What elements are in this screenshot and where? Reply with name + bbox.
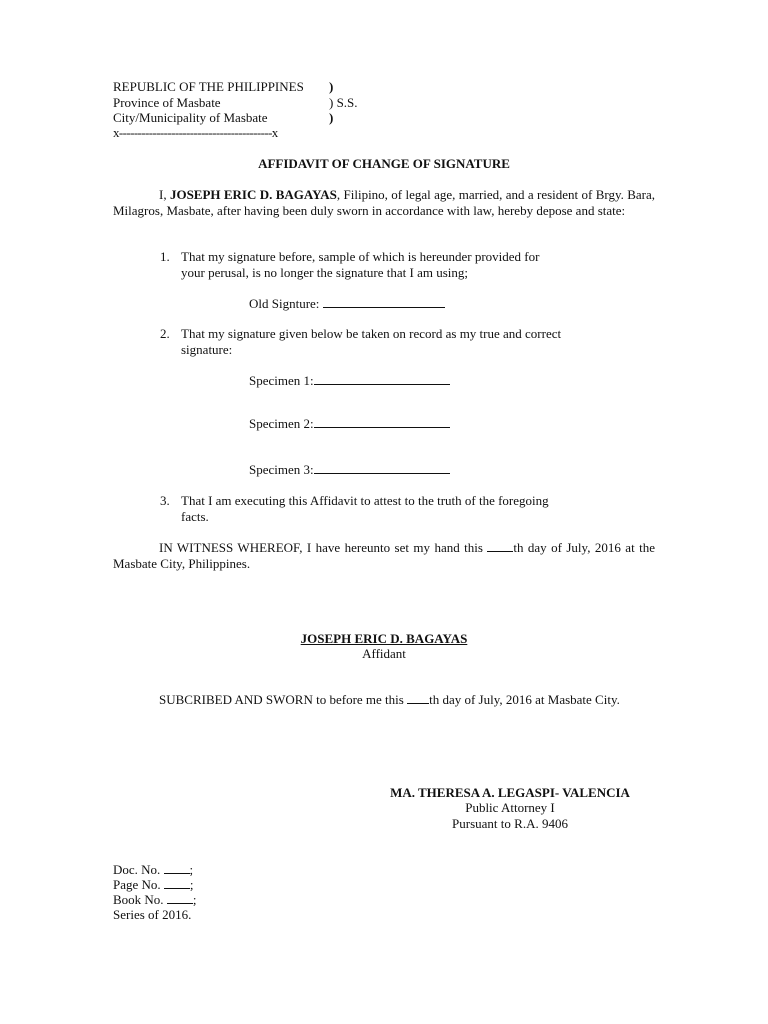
specimen-3-line — [249, 462, 450, 478]
specimen-2-blank — [314, 416, 450, 428]
doc-no-blank — [164, 862, 190, 874]
specimen-3-label: Specimen 3: — [249, 462, 314, 477]
specimen-2-label: Specimen 2: — [249, 416, 314, 431]
specimen-1-label: Specimen 1: — [249, 373, 314, 388]
statement-2 — [160, 326, 655, 357]
caption-divider: x-----------------------------------------x — [113, 125, 278, 140]
intro-text: , Filipino, of legal age, married, and a resident of Brgy. Bara, Milagros, Masbate, after having been duly sworn in accordance with law, hereby depose and state: — [113, 187, 656, 218]
page-no-semicolon: ; — [189, 877, 194, 892]
witness-text-b: th day of July, 2016 at the Masbate City, Philippines. — [113, 540, 655, 571]
doc-no-label: Doc. No. — [113, 862, 161, 877]
affiant-name: JOSEPH ERIC D. BAGAYAS — [300, 631, 468, 646]
caption-province: Province of Masbate — [113, 95, 221, 110]
doc-no-semicolon: ; — [189, 862, 194, 877]
affiant-name-inline: JOSEPH ERIC D. BAGAYAS — [169, 187, 337, 202]
doc-no-line — [113, 862, 193, 878]
statement-1 — [160, 249, 655, 280]
book-no-label: Book No. — [113, 892, 164, 907]
specimen-1-line — [249, 373, 450, 389]
old-signature-line — [249, 296, 445, 312]
book-no-semicolon: ; — [192, 892, 197, 907]
specimen-2-line — [249, 416, 450, 432]
intro-paragraph — [113, 187, 655, 218]
statement-2-line-1: That my signature given below be taken on record as my true and correct — [181, 326, 562, 341]
statement-3-number: 3. — [160, 493, 170, 508]
jurat-text-a: SUBCRIBED AND SWORN to before me this — [159, 692, 404, 707]
witness-paragraph — [113, 540, 655, 571]
specimen-3-blank — [314, 462, 450, 474]
statement-3-line-1: That I am executing this Affidavit to attest to the truth of the foregoing — [181, 493, 549, 508]
specimen-1-blank — [314, 373, 450, 385]
book-no-line — [113, 892, 196, 908]
caption-bracket-2-ss: ) S.S. — [329, 95, 358, 110]
intro-prefix: I, — [159, 187, 167, 202]
witness-day-blank — [487, 540, 513, 552]
caption-bracket-1: ) — [329, 79, 334, 94]
page-no-label: Page No. — [113, 877, 161, 892]
attorney-authority: Pursuant to R.A. 9406 — [452, 816, 568, 831]
statement-1-line-1: That my signature before, sample of which is hereunder provided for — [181, 249, 540, 264]
caption-bracket-3: ) — [329, 110, 334, 125]
book-no-blank — [167, 892, 193, 904]
page-no-line — [113, 877, 194, 893]
attorney-title: Public Attorney I — [465, 800, 555, 815]
statement-3-line-2: facts. — [181, 508, 209, 524]
affiant-role: Affidant — [362, 646, 406, 661]
statement-1-line-2: your perusal, is no longer the signature that I am using; — [181, 264, 469, 280]
statement-1-number: 1. — [160, 249, 170, 264]
attorney-name: MA. THERESA A. LEGASPI- VALENCIA — [390, 785, 630, 800]
jurat-day-blank — [407, 692, 429, 704]
document-title: AFFIDAVIT OF CHANGE OF SIGNATURE — [258, 156, 510, 171]
statement-3 — [160, 493, 655, 524]
statement-2-number: 2. — [160, 326, 170, 341]
jurat-paragraph — [113, 692, 655, 708]
series-line: Series of 2016. — [113, 907, 192, 922]
caption-city: City/Municipality of Masbate — [113, 110, 268, 125]
jurat-text-b: th day of July, 2016 at Masbate City. — [429, 692, 620, 707]
caption-republic: REPUBLIC OF THE PHILIPPINES — [113, 79, 304, 94]
witness-text-a: IN WITNESS WHEREOF, I have hereunto set my hand this — [159, 540, 483, 555]
old-signature-label: Old Signture: — [249, 296, 320, 311]
statement-2-line-2: signature: — [181, 341, 233, 357]
old-signature-blank — [323, 296, 445, 308]
page-no-blank — [164, 877, 190, 889]
